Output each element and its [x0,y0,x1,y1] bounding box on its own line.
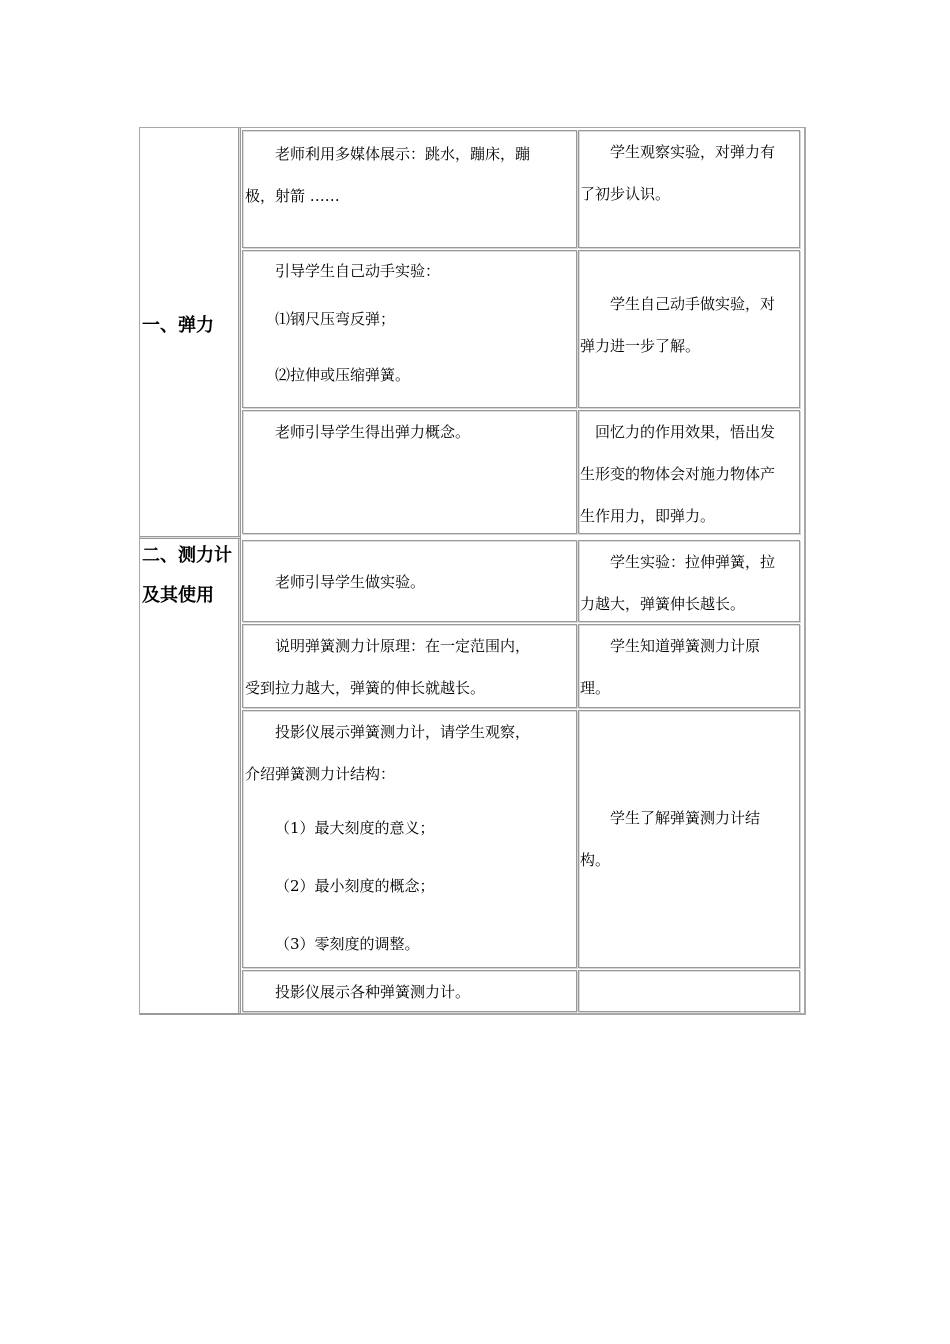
cell-text: 力越大，弹簧伸长越长。 [580,595,746,613]
topic-dynamometer [140,536,240,616]
topic-label-line: 及其使用 [142,585,214,606]
teacher-activity-cell [242,710,577,968]
cell-text: （1）最大刻度的意义； [275,819,435,837]
cell-text: 说明弹簧测力计原理：在一定范围内， [275,637,531,655]
teacher-activity-cell [242,130,577,248]
cell-text: ⑴钢尺压弯反弹； [275,310,396,328]
cell-text: 了初步认识。 [580,185,671,203]
teacher-activity-cell [242,970,577,1012]
cell-text: 学生了解弹簧测力计结 [610,809,761,827]
cell-text: 老师引导学生做实验。 [275,573,426,591]
cell-text: （3）零刻度的调整。 [275,935,420,953]
topic-elastic-force [140,306,240,346]
teacher-activity-cell [242,540,577,622]
cell-text: 弹力进一步了解。 [580,337,701,355]
cell-text: 受到拉力越大，弹簧的伸长就越长。 [245,679,486,697]
cell-text: 学生观察实验，对弹力有 [610,143,776,161]
student-activity-cell [578,250,800,408]
student-activity-cell [578,624,800,708]
cell-text: 构。 [580,851,611,869]
cell-text: 理。 [580,679,611,697]
student-activity-cell-empty [578,970,800,1012]
cell-text: 老师利用多媒体展示：跳水，蹦床，蹦 [275,145,531,163]
teacher-activity-cell [242,250,577,408]
cell-text: 投影仪展示弹簧测力计，请学生观察， [275,723,531,741]
cell-text: 极，射箭 …… [245,187,340,205]
topic-label: 一、弹力 [142,315,214,336]
cell-text: 介绍弹簧测力计结构： [245,765,396,783]
cell-text: 生作用力，即弹力。 [580,507,716,525]
teacher-activity-cell [242,624,577,708]
cell-text: 学生知道弹簧测力计原 [610,637,761,655]
cell-text: 学生实验：拉伸弹簧，拉 [610,553,776,571]
teacher-activity-cell [242,410,577,534]
cell-text: 生形变的物体会对施力物体产 [580,465,776,483]
cell-text: 投影仪展示各种弹簧测力计。 [275,983,471,1001]
table-bottom-rule [140,1012,240,1015]
student-activity-cell [578,130,800,248]
student-activity-cell [578,540,800,622]
cell-text: ⑵拉伸或压缩弹簧。 [275,366,411,384]
student-activity-cell [578,710,800,968]
topic-label-line: 二、测力计 [142,545,232,566]
cell-text: （2）最小刻度的概念； [275,877,435,895]
lesson-plan-table [139,127,806,1015]
cell-text: 引导学生自己动手实验： [275,262,441,280]
cell-text: 学生自己动手做实验，对 [610,295,776,313]
cell-text: 老师引导学生得出弹力概念。 [275,423,471,441]
student-activity-cell [578,410,800,534]
cell-text: 回忆力的作用效果，悟出发 [595,423,776,441]
